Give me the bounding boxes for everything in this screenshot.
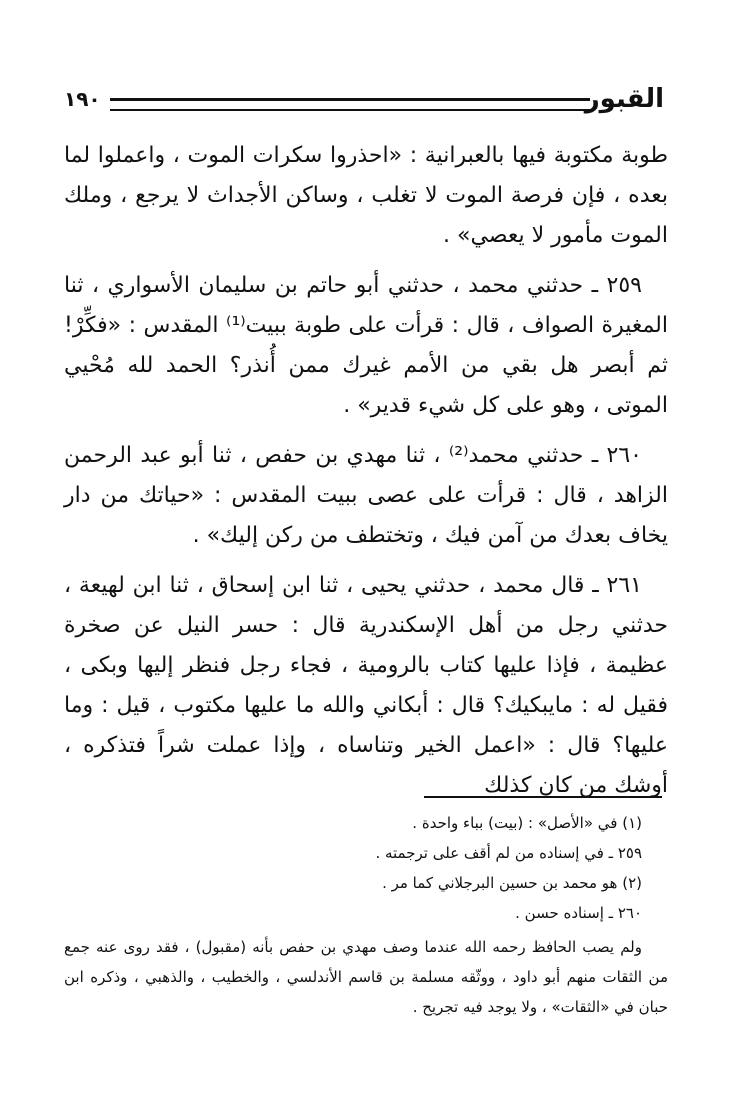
footnote-260: ٢٦٠ ـ إسناده حسن . xyxy=(515,904,642,922)
entry-260: ٢٦٠ ـ حدثني محمد⁽²⁾ ، ثنا مهدي بن حفص ، ثنا أبو عبد الرحمن الزاهد ، قال : قرأت على عصى ببيت المقدس : «حياتك من دار يخاف بعدك من آمن فيك ، وتختطف من ركن إليك» . xyxy=(64,443,668,548)
footnote-1: (١) في «الأصل» : (بيت) بباء واحدة . xyxy=(412,814,642,832)
entry-261: ٢٦١ ـ قال محمد ، حدثني يحيى ، ثنا ابن إسحاق ، ثنا ابن لهيعة ، حدثني رجل من أهل الإسكندرية قال : حسر النيل عن صخرة عظيمة ، فإذا عليها كتاب بالرومية ، فجاء رجل فنظر إليها وبكى ، فقيل له : مايبكيك؟ قال : أبكاني والله ما عليها مكتوب ، قيل : وما عليها؟ قال : «اعمل الخير وتناساه ، وإذا عملت شراً فتذكره ، أوشك من كان كذلك xyxy=(64,573,668,798)
entry-259: ٢٥٩ ـ حدثني محمد ، حدثني أبو حاتم بن سليمان الأسواري ، ثنا المغيرة الصواف ، قال : قرأت على طوبة ببيت⁽¹⁾ المقدس : «فكِّرْ! ثم أبصر هل بقي من الأمم غيرك ممن أُنذر؟ الحمد لله مُحْيي الموتى ، وهو على كل شيء قدير» . xyxy=(64,273,668,418)
main-text xyxy=(64,136,668,816)
footnote-rule xyxy=(424,796,662,798)
page-number: ١٩٠ xyxy=(64,87,101,111)
footnote-2: (٢) هو محمد بن حسين البرجلاني كما مر . xyxy=(382,874,642,892)
footnote-note: ولم يصب الحافظ رحمه الله عندما وصف مهدي بن حفص بأنه (مقبول) ، فقد روى عنه جمع من الثقات منهم أبو داود ، ووثّقه مسلمة بن قاسم الأندلسي ، والخطيب ، والذهبي ، وذكره ابن حبان في «الثقات» ، ولا يوجد فيه تجريح . xyxy=(64,938,668,1016)
footnotes xyxy=(64,808,668,1022)
running-title: القبور xyxy=(584,84,664,114)
header-rule xyxy=(110,98,590,111)
footnote-259: ٢٥٩ ـ في إسناده من لم أقف على ترجمته . xyxy=(375,844,642,862)
page-header xyxy=(64,80,664,120)
paragraph-continuation: طوبة مكتوبة فيها بالعبرانية : «احذروا سكرات الموت ، واعملوا لما بعده ، فإن فرصة الموت لا تغلب ، وساكن الأجداث لا يرجع ، وملك الموت مأمور لا يعصي» . xyxy=(64,143,668,248)
